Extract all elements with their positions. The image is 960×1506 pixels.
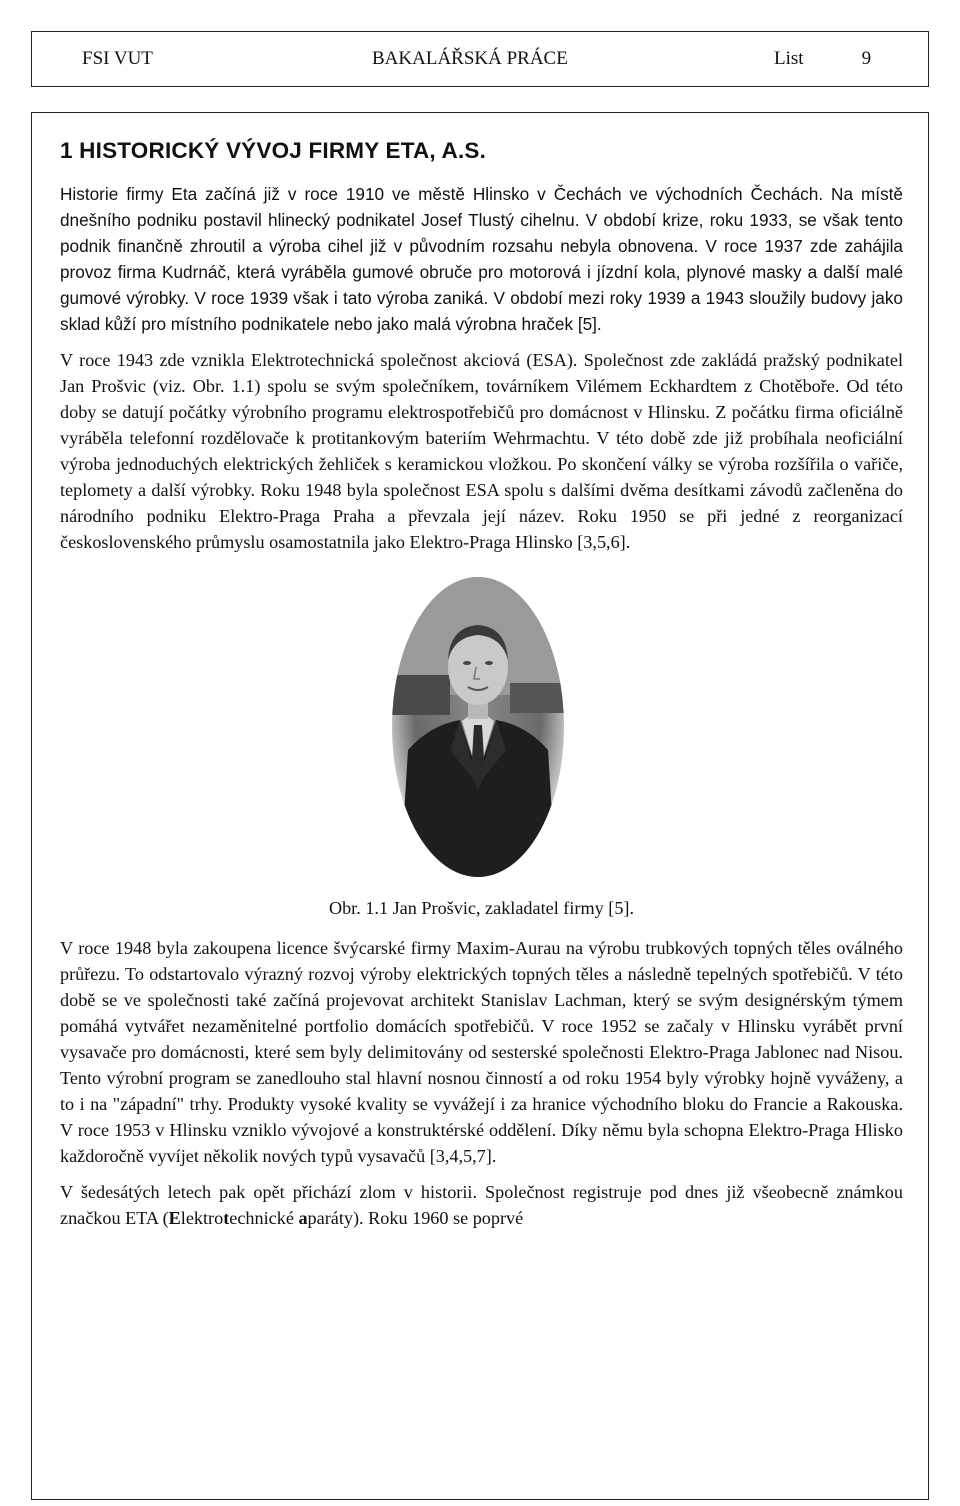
header-faculty: FSI VUT [82,48,153,69]
paragraph-1-part-b: V roce 1937 zde zahájila provoz firma Kudrnáč, která vyráběla gumové obruče pro motorová i jízdní kola, plynové masky a další malé gumové výrobky. V roce 1939 však i tato výroba zaniká. V období mezi roky 1939 a 1943 sloužily budovy jako sklad kůží pro místního podnikatele nebo jako malá výrobna hraček [5]. [60,236,903,334]
paragraph-4-text-b: lektro [180,1208,224,1228]
figure-1-1 [60,575,903,887]
paragraph-4-text-d: paráty). Roku 1960 se poprvé [307,1208,524,1228]
eta-letter-e: E [168,1208,181,1228]
paragraph-3: V roce 1948 byla zakoupena licence švýcarské firmy Maxim-Aurau na výrobu trubkových topných těles oválného průřezu. To odstartovalo výrazný rozvoj výroby elektrických topných těles a následně tepelných spotřebičů. V této době se ve společnosti také začíná projevovat architekt Stanislav Lachman, který se svým designérským týmem pomáhá vytvářet nezaměnitelné portfolio domácích spotřebičů. V roce 1952 se začaly v Hlinsku vyrábět první vysavače pro domácnosti, které sem byly delimitovány od sesterské společnosti Elektro-Praga Jablonec nad Nisou. Tento výrobní program se zanedlouho stal hlavní nosnou činností a od roku 1954 byly výrobky hojně vyváženy, a to i na "západní" trhy. Produkty vysoké kvality se vyvážejí i za hranice východního bloku do Francie a Rakouska. V roce 1953 v Hlinsku vzniklo vývojové a konstruktérské oddělení. Díky němu byla schopna Elektro-Praga Hlisko každoročně vyvíjet několik nových typů vysavačů [3,4,5,7]. [60,938,903,1166]
paragraph-1-part-a: Historie firmy Eta začíná již v roce 1910 ve městě Hlinsko v Čechách ve východních Čechách. Na místě dnešního podniku postavil hlinecký podnikatel Josef Tlustý cihelnu. V období krize, roku 1933, se však tento podnik finančně zhroutil a výroba cihel již v původním rozsahu nebyla obnovena. [60,184,903,256]
paragraph-4-text-c: echnické [229,1208,299,1228]
paragraph-1 [60,181,903,337]
page-header [31,31,929,87]
page-content [60,138,903,1231]
paragraph-2: V roce 1943 zde vznikla Elektrotechnická společnost akciová (ESA). Společnost zde zakládá pražský podnikatel Jan Prošvic (viz. Obr. 1.1) spolu se svým společníkem, továrníkem Vilémem Eckhardtem z Chotěboře. Od této doby se datují počátky výrobního programu elektrospotřebičů pro domácnost v Hlinsku. Z počátku firma oficiálně vyráběla telefonní rozdělovače k protitankovým bateriím Wehrmachtu. V této době zde již probíhala neoficiální výroba jednoduchých elektrických žehliček s keramickou vložkou. Po skončení války se výroba rozšířila o vařiče, teplomety a další výrobky. Roku 1948 byla společnost ESA spolu s dalšími dvěma desítkami závodů začleněna do národního podniku Elektro-Praga Praha a převzala její název. Roku 1950 se při jedné z reorganizací československého průmyslu osamostatnila jako Elektro-Praga Hlinsko [3,5,6]. [60,350,903,552]
header-page-number: 9 [861,48,872,69]
chapter-title: 1 HISTORICKÝ VÝVOJ FIRMY ETA, A.S. [60,138,487,163]
eta-letter-t: t [223,1208,230,1228]
figure-caption: Obr. 1.1 Jan Prošvic, zakladatel firmy [5]. [328,898,635,918]
portrait-photo [390,575,566,879]
header-thesis-type: BAKALÁŘSKÁ PRÁCE [372,48,568,69]
header-sheet [774,48,871,70]
eta-letter-a: a [298,1208,308,1228]
paragraph-4-text-a: V šedesátých letech pak opět přichází zlom v historii. Společnost registruje pod dnes již všeobecně známkou značkou ETA ( [60,1182,903,1228]
header-list-label: List [774,48,804,69]
paragraph-4 [60,1179,903,1231]
